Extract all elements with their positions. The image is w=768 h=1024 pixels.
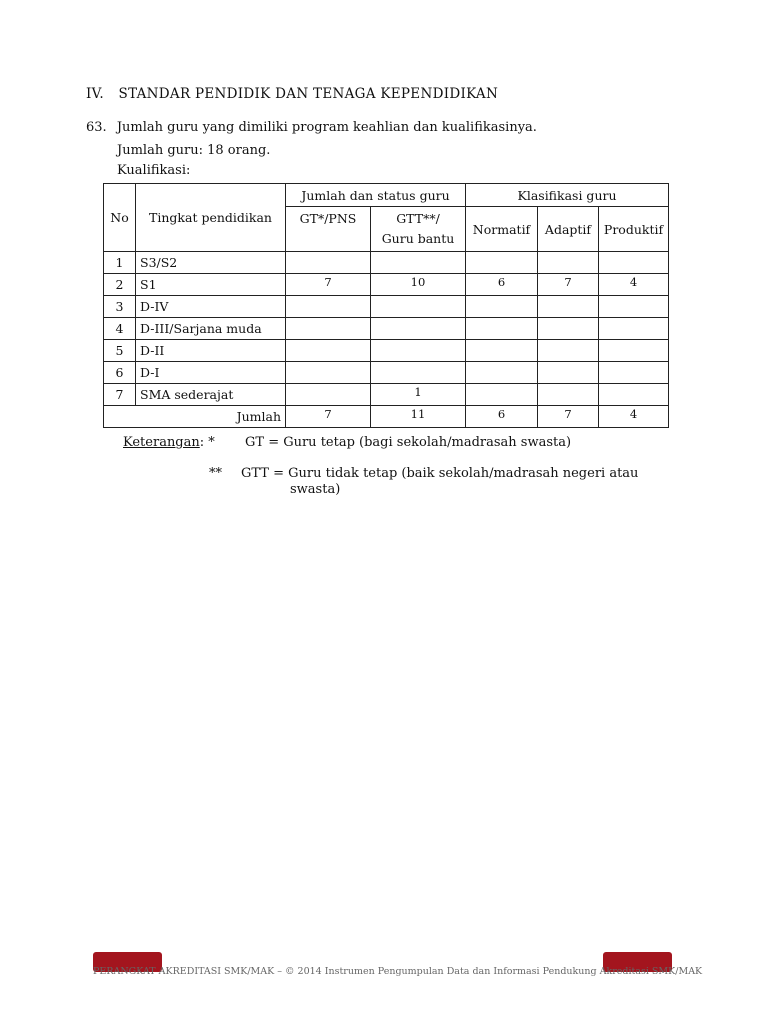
question-text: Jumlah guru yang dimiliki program keahlian dan kualifikasinya. bbox=[116, 120, 537, 135]
footer-text: PERANGKAT AKREDITASI SMK/MAK – © 2014 Instrumen Pengumpulan Data dan Informasi Pendukung Akreditasi SMK/MAK bbox=[93, 966, 703, 977]
row-produktif bbox=[599, 296, 669, 318]
question-line bbox=[86, 120, 537, 135]
gtt-note-continued: swasta) bbox=[290, 482, 341, 497]
row-adaptif: 7 bbox=[538, 274, 599, 296]
row-gtt bbox=[371, 340, 466, 362]
header-gt-pns: GT*/PNS bbox=[286, 207, 371, 252]
total-row bbox=[104, 406, 669, 428]
row-tingkat: SMA sederajat bbox=[136, 384, 286, 406]
header-adaptif: Adaptif bbox=[538, 207, 599, 252]
total-adaptif: 7 bbox=[538, 406, 599, 428]
row-gtt bbox=[371, 362, 466, 384]
row-no: 5 bbox=[104, 340, 136, 362]
row-gt bbox=[286, 318, 371, 340]
row-gt bbox=[286, 296, 371, 318]
header-klasifikasi: Klasifikasi guru bbox=[466, 184, 669, 207]
table-row bbox=[104, 340, 669, 362]
row-normatif bbox=[466, 296, 538, 318]
notes-label bbox=[123, 435, 215, 450]
row-no: 6 bbox=[104, 362, 136, 384]
table-row bbox=[104, 296, 669, 318]
row-tingkat: D-II bbox=[136, 340, 286, 362]
gtt-note: GTT = Guru tidak tetap (baik sekolah/madrasah negeri atau bbox=[241, 466, 639, 481]
row-gtt bbox=[371, 296, 466, 318]
table-row bbox=[104, 384, 669, 406]
header-gtt-line2: Guru bantu bbox=[381, 231, 455, 246]
header-normatif: Normatif bbox=[466, 207, 538, 252]
row-gt bbox=[286, 340, 371, 362]
row-tingkat: D-I bbox=[136, 362, 286, 384]
row-adaptif bbox=[538, 296, 599, 318]
row-adaptif bbox=[538, 252, 599, 274]
table-row bbox=[104, 252, 669, 274]
row-adaptif bbox=[538, 384, 599, 406]
row-adaptif bbox=[538, 340, 599, 362]
total-produktif: 4 bbox=[599, 406, 669, 428]
row-tingkat: S1 bbox=[136, 274, 286, 296]
total-gt: 7 bbox=[286, 406, 371, 428]
row-produktif bbox=[599, 384, 669, 406]
total-label: Jumlah bbox=[104, 406, 286, 428]
row-gtt: 1 bbox=[371, 384, 466, 406]
row-gtt bbox=[371, 318, 466, 340]
section-number: IV. bbox=[86, 86, 104, 102]
table-row bbox=[104, 362, 669, 384]
row-gt bbox=[286, 362, 371, 384]
kualifikasi-label: Kualifikasi: bbox=[117, 163, 191, 178]
row-no: 1 bbox=[104, 252, 136, 274]
row-normatif: 6 bbox=[466, 274, 538, 296]
qualification-table bbox=[103, 183, 669, 428]
row-produktif bbox=[599, 252, 669, 274]
header-produktif: Produktif bbox=[599, 207, 669, 252]
row-normatif bbox=[466, 340, 538, 362]
row-tingkat: D-IV bbox=[136, 296, 286, 318]
total-teachers: Jumlah guru: 18 orang. bbox=[117, 143, 271, 158]
row-adaptif bbox=[538, 362, 599, 384]
row-produktif bbox=[599, 362, 669, 384]
table-row bbox=[104, 318, 669, 340]
row-no: 4 bbox=[104, 318, 136, 340]
row-gtt bbox=[371, 252, 466, 274]
row-normatif bbox=[466, 384, 538, 406]
section-title: STANDAR PENDIDIK DAN TENAGA KEPENDIDIKAN bbox=[118, 86, 499, 102]
row-no: 2 bbox=[104, 274, 136, 296]
header-gtt bbox=[371, 207, 466, 252]
header-row-1 bbox=[104, 184, 669, 207]
header-gtt-line1: GTT**/ bbox=[396, 211, 440, 226]
row-normatif bbox=[466, 362, 538, 384]
header-jumlah-status: Jumlah dan status guru bbox=[286, 184, 466, 207]
row-tingkat: D-III/Sarjana muda bbox=[136, 318, 286, 340]
question-number: 63. bbox=[86, 120, 107, 135]
row-gt bbox=[286, 252, 371, 274]
total-normatif: 6 bbox=[466, 406, 538, 428]
gtt-marker: ** bbox=[209, 466, 222, 481]
notes-label-text: Keterangan bbox=[123, 435, 200, 450]
row-produktif bbox=[599, 318, 669, 340]
row-normatif bbox=[466, 252, 538, 274]
total-gtt: 11 bbox=[371, 406, 466, 428]
row-produktif: 4 bbox=[599, 274, 669, 296]
header-no: No bbox=[104, 184, 136, 252]
row-adaptif bbox=[538, 318, 599, 340]
section-heading bbox=[86, 86, 498, 102]
row-gt: 7 bbox=[286, 274, 371, 296]
gt-note: GT = Guru tetap (bagi sekolah/madrasah swasta) bbox=[245, 435, 572, 450]
row-tingkat: S3/S2 bbox=[136, 252, 286, 274]
row-no: 3 bbox=[104, 296, 136, 318]
header-tingkat: Tingkat pendidikan bbox=[136, 184, 286, 252]
row-produktif bbox=[599, 340, 669, 362]
row-gt bbox=[286, 384, 371, 406]
row-gtt: 10 bbox=[371, 274, 466, 296]
table-row bbox=[104, 274, 669, 296]
row-normatif bbox=[466, 318, 538, 340]
notes-colon: : * bbox=[199, 435, 215, 450]
row-no: 7 bbox=[104, 384, 136, 406]
